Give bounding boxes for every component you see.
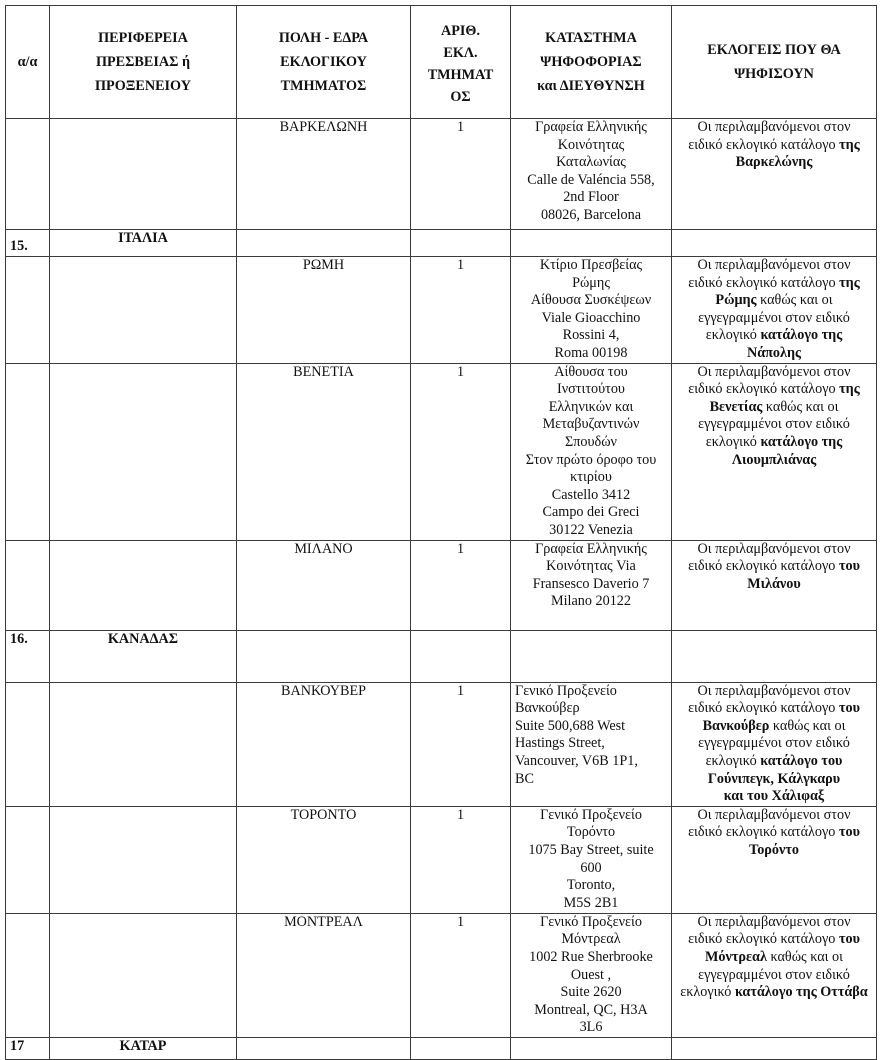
voters-cell: Οι περιλαμβανόμενοι στον ειδικό εκλογικό κατάλογο της Βενετίας καθώς και οι εγγεγραμμένοι στον ειδικό εκλογικό κατάλογο της Λιουμπλιάνας [672,363,877,540]
header-row [6,6,877,119]
country-name: ΚΑΝΑΔΑΣ [50,630,237,682]
city-cell: ΜΙΛΑΝΟ [237,540,411,630]
location-cell: Κτίριο Πρεσβείας Ρώμης Αίθουσα Συσκέψεων Viale Gioacchino Rossini 4, Roma 00198 [511,257,672,364]
number-cell: 1 [411,913,511,1037]
location-cell: Γενικό Προξενείο Βανκούβερ Suite 500,688 West Hastings Street, Vancouver, V6B 1P1, BC [511,682,672,806]
number-cell: 1 [411,682,511,806]
country-row [6,230,877,257]
country-name: ΚΑΤΑΡ [50,1037,237,1059]
number-cell: 1 [411,363,511,540]
header-region: ΠΕΡΙΦΕΡΕΙΑ ΠΡΕΣΒΕΙΑΣ ή ΠΡΟΞΕΝΕΙΟΥ [50,6,237,119]
location-cell: Γενικό Προξενείο Τορόντο 1075 Bay Street, suite 600 Toronto, M5S 2B1 [511,806,672,913]
voters-cell: Οι περιλαμβανόμενοι στον ειδικό εκλογικό κατάλογο του Τορόντο [672,806,877,913]
city-cell: ΤΟΡΟΝΤΟ [237,806,411,913]
voters-cell: Οι περιλαμβανόμενοι στον ειδικό εκλογικό κατάλογο της Βαρκελώνης [672,119,877,230]
table-row [6,119,877,230]
table-row [6,540,877,630]
location-cell: Γενικό Προξενείο Μόντρεαλ 1002 Rue Sherbrooke Ouest , Suite 2620 Montreal, QC, H3A 3L6 [511,913,672,1037]
header-number: ΑΡΙΘ. ΕΚΛ. ΤΜΗΜΑΤ ΟΣ [411,6,511,119]
number-cell: 1 [411,540,511,630]
country-row [6,630,877,682]
location-cell: Γραφεία Ελληνικής Κοινότητας Καταλωνίας Calle de Valéncia 558, 2nd Floor 08026, Barcelona [511,119,672,230]
voters-cell: Οι περιλαμβανόμενοι στον ειδικό εκλογικό κατάλογο της Ρώμης καθώς και οι εγγεγραμμένοι στον ειδικό εκλογικό κατάλογο της Νάπολης [672,257,877,364]
city-cell: ΜΟΝΤΡΕΑΛ [237,913,411,1037]
header-city: ΠΟΛΗ - ΕΔΡΑ ΕΚΛΟΓΙΚΟΥ ΤΜΗΜΑΤΟΣ [237,6,411,119]
table-row [6,682,877,806]
city-cell: ΒΑΡΚΕΛΩΝΗ [237,119,411,230]
table-row [6,806,877,913]
header-voters: ΕΚΛΟΓΕΙΣ ΠΟΥ ΘΑ ΨΗΦΙΣΟΥΝ [672,6,877,119]
city-cell: ΒΑΝΚΟΥΒΕΡ [237,682,411,806]
location-cell: Αίθουσα του Ινστιτούτου Ελληνικών και Μεταβυζαντινών Σπουδών Στον πρώτο όροφο του κτιρίου Castello 3412 Campo dei Greci 30122 Venezia [511,363,672,540]
table-row [6,363,877,540]
city-cell: ΒΕΝΕΤΙΑ [237,363,411,540]
city-cell: ΡΩΜΗ [237,257,411,364]
table-row [6,913,877,1037]
table-row [6,257,877,364]
header-location: ΚΑΤΑΣΤΗΜΑ ΨΗΦΟΦΟΡΙΑΣ και ΔΙΕΥΘΥΝΣΗ [511,6,672,119]
voters-cell: Οι περιλαμβανόμενοι στον ειδικό εκλογικό κατάλογο του Βανκούβερ καθώς και οι εγγεγραμμένοι στον ειδικό εκλογικό κατάλογο του Γούνιπεγκ, Κάλγκαρυ και του Χάλιφαξ [672,682,877,806]
row-number: 17 [6,1037,50,1059]
row-number: 16. [6,630,50,682]
location-cell: Γραφεία Ελληνικής Κοινότητας Via Fransesco Daverio 7 Milano 20122 [511,540,672,630]
voters-cell: Οι περιλαμβανόμενοι στον ειδικό εκλογικό κατάλογο του Μιλάνου [672,540,877,630]
header-aa: α/α [6,6,50,119]
number-cell: 1 [411,806,511,913]
number-cell: 1 [411,119,511,230]
country-row [6,1037,877,1059]
number-cell: 1 [411,257,511,364]
row-number: 15. [6,230,50,257]
embassy-polling-stations-table [5,5,877,1060]
voters-cell: Οι περιλαμβανόμενοι στον ειδικό εκλογικό κατάλογο του Μόντρεαλ καθώς και οι εγγεγραμμένοι στον ειδικό εκλογικό κατάλογο της Οττάβα [672,913,877,1037]
country-name: ΙΤΑΛΙΑ [50,230,237,257]
